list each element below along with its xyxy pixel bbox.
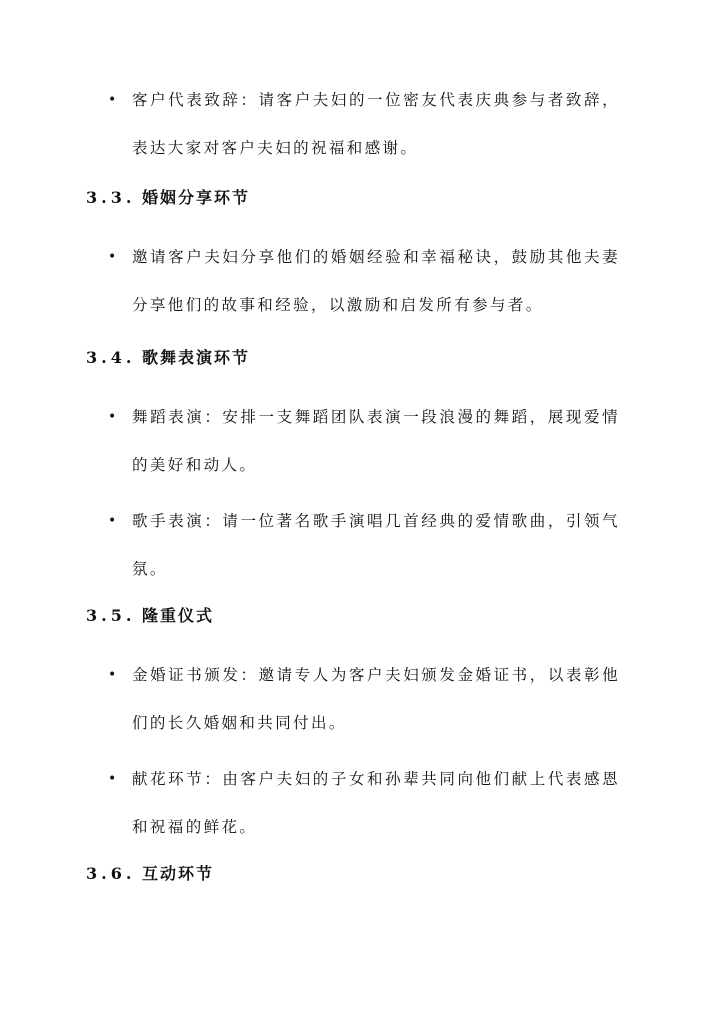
section-number: 3.5. [86,606,136,625]
list-item [108,651,620,747]
list-item-text: 金婚证书颁发：邀请专人为客户夫妇颁发金婚证书，以表彰他们的长久婚姻和共同付出。 [132,666,620,732]
bullet-dot: • [108,409,117,425]
section-heading [86,859,214,889]
list-item-text: 歌手表演：请一位著名歌手演唱几首经典的爱情歌曲，引领气氛。 [132,512,620,578]
section-title: 互动环节 [142,864,215,883]
section-number: 3.4. [86,348,136,367]
section-heading [86,343,250,373]
list-item [108,233,620,329]
section-heading [86,601,214,631]
bullet-dot: • [108,667,117,683]
list-item [108,755,620,851]
bullet-dot: • [108,771,117,787]
section-number: 3.3. [86,188,136,207]
section-heading [86,183,250,213]
bullet-dot: • [108,249,117,265]
section-number: 3.6. [86,864,136,883]
section-title: 隆重仪式 [142,606,215,625]
list-item-text: 客户代表致辞：请客户夫妇的一位密友代表庆典参与者致辞，表达大家对客户夫妇的祝福和感谢。 [132,91,620,157]
bullet-dot: • [108,92,117,108]
list-item [108,76,620,172]
list-item-text: 舞蹈表演：安排一支舞蹈团队表演一段浪漫的舞蹈，展现爱情的美好和动人。 [132,408,620,474]
section-title: 歌舞表演环节 [142,348,251,367]
list-item-text: 献花环节：由客户夫妇的子女和孙辈共同向他们献上代表感恩和祝福的鲜花。 [132,770,620,836]
list-item [108,393,620,489]
bullet-dot: • [108,513,117,529]
section-title: 婚姻分享环节 [142,188,251,207]
list-item-text: 邀请客户夫妇分享他们的婚姻经验和幸福秘诀，鼓励其他夫妻分享他们的故事和经验，以激励和启发所有参与者。 [132,248,620,314]
list-item [108,497,620,593]
